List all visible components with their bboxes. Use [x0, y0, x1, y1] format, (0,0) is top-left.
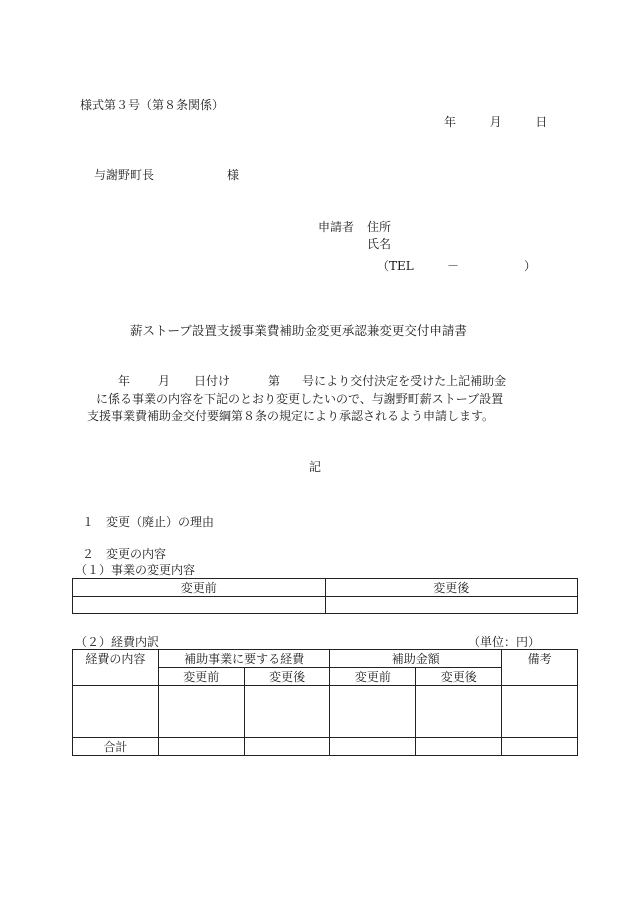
- table-row: [73, 686, 578, 738]
- body-line-3: 支援事業費補助金交付要綱第８条の規定により承認されるよう申請します。: [87, 409, 495, 423]
- subsection-1-title: （１）事業の変更内容: [75, 563, 196, 577]
- applicant-tel-open: （TEL: [377, 259, 414, 273]
- change-content-table: [72, 578, 578, 614]
- applicant-name-label: 氏名: [367, 237, 392, 251]
- applicant-tel-close: ）: [524, 259, 537, 273]
- table-row: [73, 650, 578, 668]
- header-subsidy-after: 変更後: [416, 668, 502, 686]
- header-cost-after: 変更後: [244, 668, 330, 686]
- header-expense-content: 経費の内容: [73, 650, 159, 686]
- addressee-name: 与謝野町長: [94, 168, 155, 182]
- cell-cost-before: [158, 686, 244, 738]
- header-subsidy-amount: 補助金額: [330, 650, 502, 668]
- document-title: 薪ストーブ設置支援事業費補助金変更承認兼変更交付申請書: [130, 323, 467, 338]
- header-subsidy-before: 変更前: [330, 668, 416, 686]
- header-project-cost: 補助事業に要する経費: [158, 650, 330, 668]
- ki-heading: 記: [309, 460, 322, 474]
- date-month: 月: [489, 115, 502, 129]
- total-cost-before: [158, 738, 244, 756]
- cell-cost-after: [244, 686, 330, 738]
- cell-subsidy-after: [416, 686, 502, 738]
- cell-content: [73, 686, 159, 738]
- total-label: 合計: [73, 738, 159, 756]
- header-cost-before: 変更前: [158, 668, 244, 686]
- body-year: 年: [118, 374, 131, 388]
- unit-label: （単位：円）: [468, 635, 541, 649]
- body-line-2: に係る事業の内容を下記のとおり変更したいので、与謝野町薪ストーブ設置: [96, 392, 504, 406]
- subsection-2-title: （２）経費内訳: [75, 635, 160, 649]
- total-subsidy-before: [330, 738, 416, 756]
- expense-breakdown-table: [72, 649, 578, 756]
- body-line-1-rest: 号により交付決定を受けた上記補助金: [302, 374, 507, 388]
- header-remarks: 備考: [502, 650, 578, 686]
- section-2-heading: ２ 変更の内容: [82, 547, 167, 561]
- cell-after: [325, 597, 578, 614]
- body-dated: 日付け: [194, 374, 231, 388]
- header-after: 変更後: [325, 579, 578, 597]
- header-before: 変更前: [73, 579, 326, 597]
- applicant-label: 申請者: [318, 220, 355, 234]
- total-remarks: [502, 738, 578, 756]
- cell-subsidy-before: [330, 686, 416, 738]
- cell-remarks: [502, 686, 578, 738]
- date-day: 日: [535, 115, 548, 129]
- body-month: 月: [158, 374, 171, 388]
- date-year: 年: [444, 115, 457, 129]
- table-row: [73, 579, 578, 597]
- total-subsidy-after: [416, 738, 502, 756]
- form-number: 様式第３号（第８条関係）: [80, 98, 225, 112]
- date-line: [444, 113, 547, 130]
- applicant-tel-dash: －: [447, 259, 460, 273]
- applicant-address-label: 住所: [367, 220, 392, 234]
- body-dai: 第: [268, 374, 281, 388]
- cell-before: [73, 597, 326, 614]
- table-row: [73, 597, 578, 614]
- section-1-heading: １ 変更（廃止）の理由: [82, 515, 215, 529]
- total-cost-after: [244, 738, 330, 756]
- body-line-1: [96, 371, 506, 391]
- addressee-honorific: 様: [227, 168, 240, 182]
- table-row: [73, 738, 578, 756]
